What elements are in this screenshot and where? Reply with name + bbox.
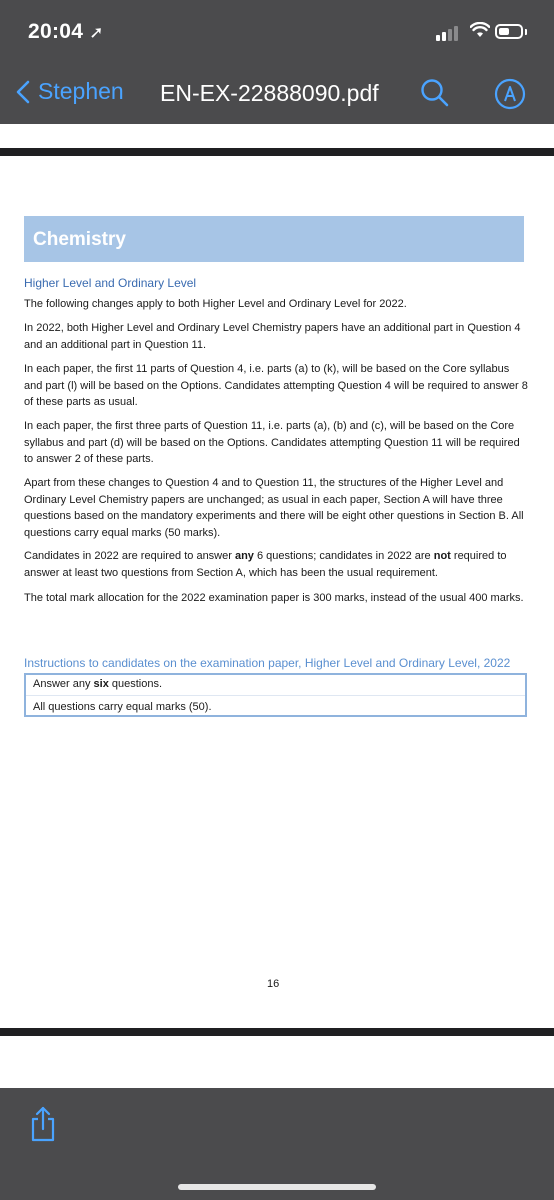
page-divider-bottom (0, 1028, 554, 1036)
text-run: Answer any (33, 678, 94, 690)
back-button[interactable] (16, 78, 124, 105)
wifi-icon (470, 22, 490, 43)
top-bar (0, 0, 554, 124)
paragraph: The following changes apply to both Higher Level and Ordinary Level for 2022. (24, 298, 407, 310)
subheading: Higher Level and Ordinary Level (24, 276, 197, 290)
emphasis: not (433, 550, 451, 562)
paragraph: The total mark allocation for the 2022 examination paper is 300 marks, instead of the usual 400 marks. (24, 592, 524, 604)
markup-pen-icon (494, 78, 526, 110)
document-title: EN-EX-22888090.pdf (160, 80, 379, 106)
instructions-divider (26, 695, 525, 696)
back-label: Stephen (38, 78, 124, 104)
bottom-toolbar (0, 1088, 554, 1200)
paragraph: In 2022, both Higher Level and Ordinary Level Chemistry papers have an additional part in Question 4 and an additional part in Question 11. (24, 322, 521, 351)
section-heading (24, 216, 524, 262)
paragraph: In each paper, the first three parts of Question 11, i.e. parts (a), (b) and (c), will be based on the Core syllabus and part (d) will be based on the Options. Candidates attempting Question 11 will be required to answer 2 of these parts. (24, 420, 520, 465)
emphasis: any (234, 550, 254, 562)
battery-icon (495, 24, 523, 39)
home-indicator[interactable] (178, 1184, 376, 1190)
markup-button[interactable] (494, 78, 526, 115)
paragraph (24, 548, 528, 581)
status-time (28, 20, 104, 44)
instructions-title: Instructions to candidates on the examination paper, Higher Level and Ordinary Level, 2022 (24, 656, 511, 670)
paragraph: Apart from these changes to Question 4 and to Question 11, the structures of the Higher Level and Ordinary Level Chemistry papers are unchanged; as usual in each paper, Section A will have three questions based on the mandatory experiments and there will be eight other questions in Section B. All questions carry equal marks (50 marks). (24, 477, 524, 539)
share-button[interactable] (30, 1106, 56, 1147)
page-number: 16 (267, 978, 280, 990)
emphasis: six (93, 678, 109, 690)
instructions-box (24, 673, 527, 717)
cellular-signal-icon (436, 26, 458, 41)
paragraph: In each paper, the first 11 parts of Question 4, i.e. parts (a) to (k), will be based on the Core syllabus and part (l) will be based on the Options. Candidates attempting Question 4 will be required to answer 8 of these parts as usual. (24, 363, 528, 408)
share-icon (30, 1106, 56, 1142)
search-button[interactable] (420, 78, 450, 113)
pdf-page[interactable] (0, 156, 554, 1028)
text-run: questions. (108, 678, 163, 690)
instruction-line: All questions carry equal marks (50). (33, 701, 212, 713)
battery-tip (525, 29, 527, 35)
chevron-left-icon (16, 80, 30, 104)
page-divider-top (0, 148, 554, 156)
text-run: required to answer at least two questions from Section A, which has been the usual requirement. (24, 550, 507, 579)
clock: 20:04 (28, 20, 84, 43)
text-run: 6 questions; candidates in 2022 are (253, 550, 434, 562)
heading-text: Chemistry (33, 229, 126, 250)
location-arrow-icon: ➚ (89, 23, 104, 42)
instruction-line (33, 678, 162, 690)
search-icon (420, 78, 450, 108)
text-run: Candidates in 2022 are required to answer (24, 550, 235, 562)
